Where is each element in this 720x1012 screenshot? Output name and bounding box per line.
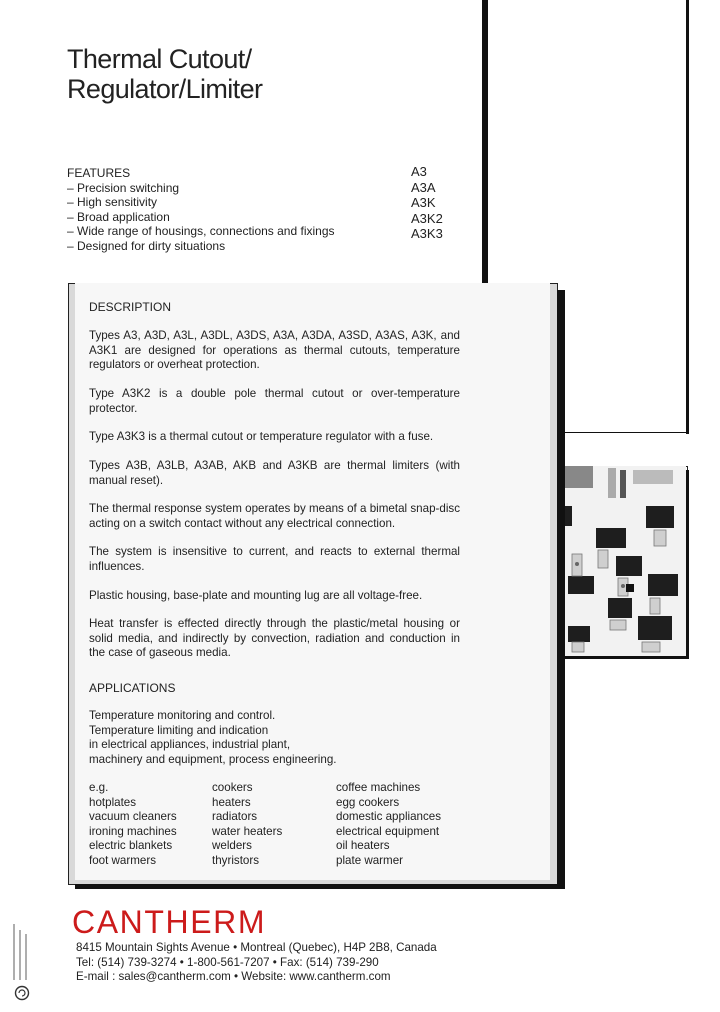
examples-column-1 <box>89 781 177 868</box>
example-item: vacuum cleaners <box>89 810 177 823</box>
example-item: egg cookers <box>336 795 400 809</box>
photo-shadow-right <box>686 470 689 659</box>
brand-logo: CANTHERM <box>72 904 267 940</box>
description-paragraph: The system is insensitive to current, and reacts to external thermal influences. <box>89 545 460 573</box>
applications-line: machinery and equipment, process engineering. <box>89 752 337 766</box>
example-item: e.g. <box>89 781 109 794</box>
applications-text <box>89 709 460 767</box>
applications-line: in electrical appliances, industrial plant, <box>89 738 291 751</box>
example-item: plate warmer <box>336 853 404 867</box>
example-item: water heaters <box>212 824 283 838</box>
example-item: domestic appliances <box>336 810 442 823</box>
company-phone: Tel: (514) 739-3274 • 1-800-561-7207 • Fax: (514) 739-290 <box>76 956 379 969</box>
recycle-logo-icon <box>14 985 30 1001</box>
feature-item: – Broad application <box>67 209 170 224</box>
features-heading: FEATURES <box>67 166 131 180</box>
page-title <box>67 44 262 104</box>
description-paragraph: The thermal response system operates by means of a bimetal snap-disc acting on a switch contact without any electrical connection. <box>89 502 460 530</box>
examples-column-3 <box>336 781 441 868</box>
type-item: A3A <box>411 179 436 195</box>
panel-shadow-right <box>557 290 565 888</box>
title-line-1: Thermal Cutout/ <box>67 44 252 74</box>
description-paragraph: Type A3K2 is a double pole thermal cutout or over-temperature protector. <box>89 387 460 415</box>
features-list <box>67 166 335 254</box>
type-item: A3K2 <box>411 210 443 226</box>
description-paragraph: Heat transfer is effected directly through the plastic/metal housing or solid media, and indirectly by convection, radiation and conduction in the case of gaseous media. <box>89 617 460 659</box>
type-list <box>411 164 443 242</box>
example-item: cookers <box>212 781 253 794</box>
frame-shadow <box>686 0 689 434</box>
example-item: oil heaters <box>336 839 390 852</box>
description-paragraph: Type A3K3 is a thermal cutout or temperature regulator with a fuse. <box>89 430 434 443</box>
panel-shadow-bottom <box>75 884 565 889</box>
feature-item: – Wide range of housings, connections and fixings <box>67 224 335 239</box>
description-paragraph: Types A3, A3D, A3L, A3DL, A3DS, A3A, A3DA, A3SD, A3AS, A3K, and A3K1 are designed for operations as thermal cutouts, temperature regulators or overheat protection. <box>89 329 460 371</box>
example-item: radiators <box>212 810 258 823</box>
example-item: electrical equipment <box>336 824 440 838</box>
example-item: heaters <box>212 795 251 809</box>
feature-item: – Designed for dirty situations <box>67 238 226 253</box>
feature-item: – Precision switching <box>67 180 180 195</box>
company-address: 8415 Mountain Sights Avenue • Montreal (Quebec), H4P 2B8, Canada <box>76 941 437 954</box>
type-item: A3K3 <box>411 226 443 241</box>
title-line-2: Regulator/Limiter <box>67 74 263 104</box>
type-item: A3K <box>411 195 436 210</box>
description-heading: DESCRIPTION <box>89 300 172 314</box>
description-paragraph: Plastic housing, base-plate and mounting lug are all voltage-free. <box>89 589 423 602</box>
example-item: foot warmers <box>89 853 157 867</box>
applications-line: Temperature monitoring and control. <box>89 709 276 722</box>
applications-line: Temperature limiting and indication <box>89 723 269 737</box>
example-item: electric blankets <box>89 839 173 852</box>
example-item: thyristors <box>212 853 260 867</box>
example-item: hotplates <box>89 795 137 809</box>
example-item: welders <box>212 839 252 852</box>
description-paragraph: Types A3B, A3LB, A3AB, AKB and A3KB are thermal limiters (with manual reset). <box>89 459 460 487</box>
feature-item: – High sensitivity <box>67 195 158 210</box>
example-item: coffee machines <box>336 781 421 794</box>
type-item: A3 <box>411 164 427 179</box>
example-item: ironing machines <box>89 824 177 838</box>
examples-column-2 <box>212 781 282 868</box>
applications-heading: APPLICATIONS <box>89 681 176 695</box>
company-email: E-mail : sales@cantherm.com • Website: www.cantherm.com <box>76 970 391 983</box>
